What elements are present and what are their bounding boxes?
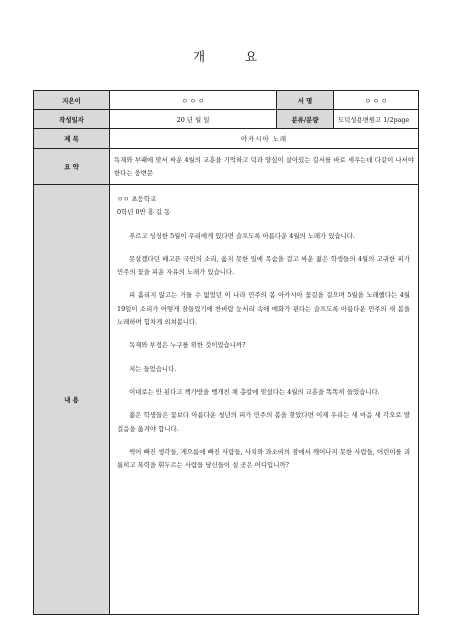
date-value: 20 년 월 일 (110, 110, 277, 129)
paragraph-1: 푸르고 싱싱한 5월이 우리에게 있다면 슬프도록 아름다운 4월의 노래가 있습니다. (129, 231, 355, 240)
signature-label: 서 명 (277, 91, 334, 110)
paragraph-2: 못살겠다던 배고픈 국민의 소리, 옳지 못한 일에 목숨을 걸고 싸운 젊은 학생들의 4월의 고귀한 피가 민주의 꽃을 피운 자유의 노래가 있습니다. (117, 254, 410, 277)
summary-value: 독재와 부패에 맞서 싸운 4월의 교훈을 기억하고 덕과 양심이 살아있는 길서를 바로 세우는데 다같이 나서야 한다는 웅변문 (110, 149, 419, 185)
content-label: 내 용 (34, 185, 110, 615)
paragraph-4: 독재와 부정은 누구를 위한 것이었습니까? (129, 341, 246, 350)
category-label: 분류/분량 (277, 110, 334, 129)
paragraph-5: 저는 들었습니다. (129, 364, 177, 373)
paragraph-3: 피 흘리지 않고는 거둘 수 없었던 이 나라 민주의 봄 아카시아 꽃길을 걸으며 5월을 노래했다는 4월 19일이 소리가 어떻게 잠들었기에 찬바람 눈서리 속에 매화가 핀다는 슬프도록 아름다운 민주의 새 봄을 노래하며 힘차게 외쳐봅니다. (117, 291, 410, 327)
author-value: ㅇ ㅇ ㅇ (110, 91, 277, 110)
author-label: 지은이 (34, 91, 110, 110)
paragraph-7: 젊은 학생들은 꽃보다 아름다운 청년의 피가 민주의 봄을 찾았다면 이제 우리는 새 마음 새 각오로 발걸음을 옮겨야 합니다. (117, 411, 410, 433)
date-label: 작성일자 (34, 110, 110, 129)
title-value: 아카시아 노래 (110, 129, 419, 149)
student-info: 0학년 0반 홍 길 동 (117, 208, 171, 217)
summary-label: 요 약 (34, 149, 110, 185)
paragraph-8: 썩어 빠진 생각들, 게으름에 빠진 사람들, 사치와 과소비의 잠에서 깨어나지 못한 사람들, 어린이를 괴롭히고 폭력을 휘두르는 사람들 당신들이 설 곳은 어디입니까? (117, 447, 410, 470)
outline-form-table (33, 90, 419, 615)
title-label: 제 목 (34, 129, 110, 149)
page-title: 개 요 (192, 49, 276, 64)
signature-value: ㅇ ㅇ ㅇ (334, 91, 419, 110)
category-value: 도덕성용변원고 1/2page (334, 110, 419, 129)
content-body (110, 185, 419, 615)
school-name: ㅇㅇ 초등학교 (117, 195, 157, 203)
paragraph-6: 이대로는 안 된다고 책가방을 벵개친 채 총칼에 맞섰다는 4월의 교훈을 똑똑히 들었습니다. (129, 387, 380, 396)
